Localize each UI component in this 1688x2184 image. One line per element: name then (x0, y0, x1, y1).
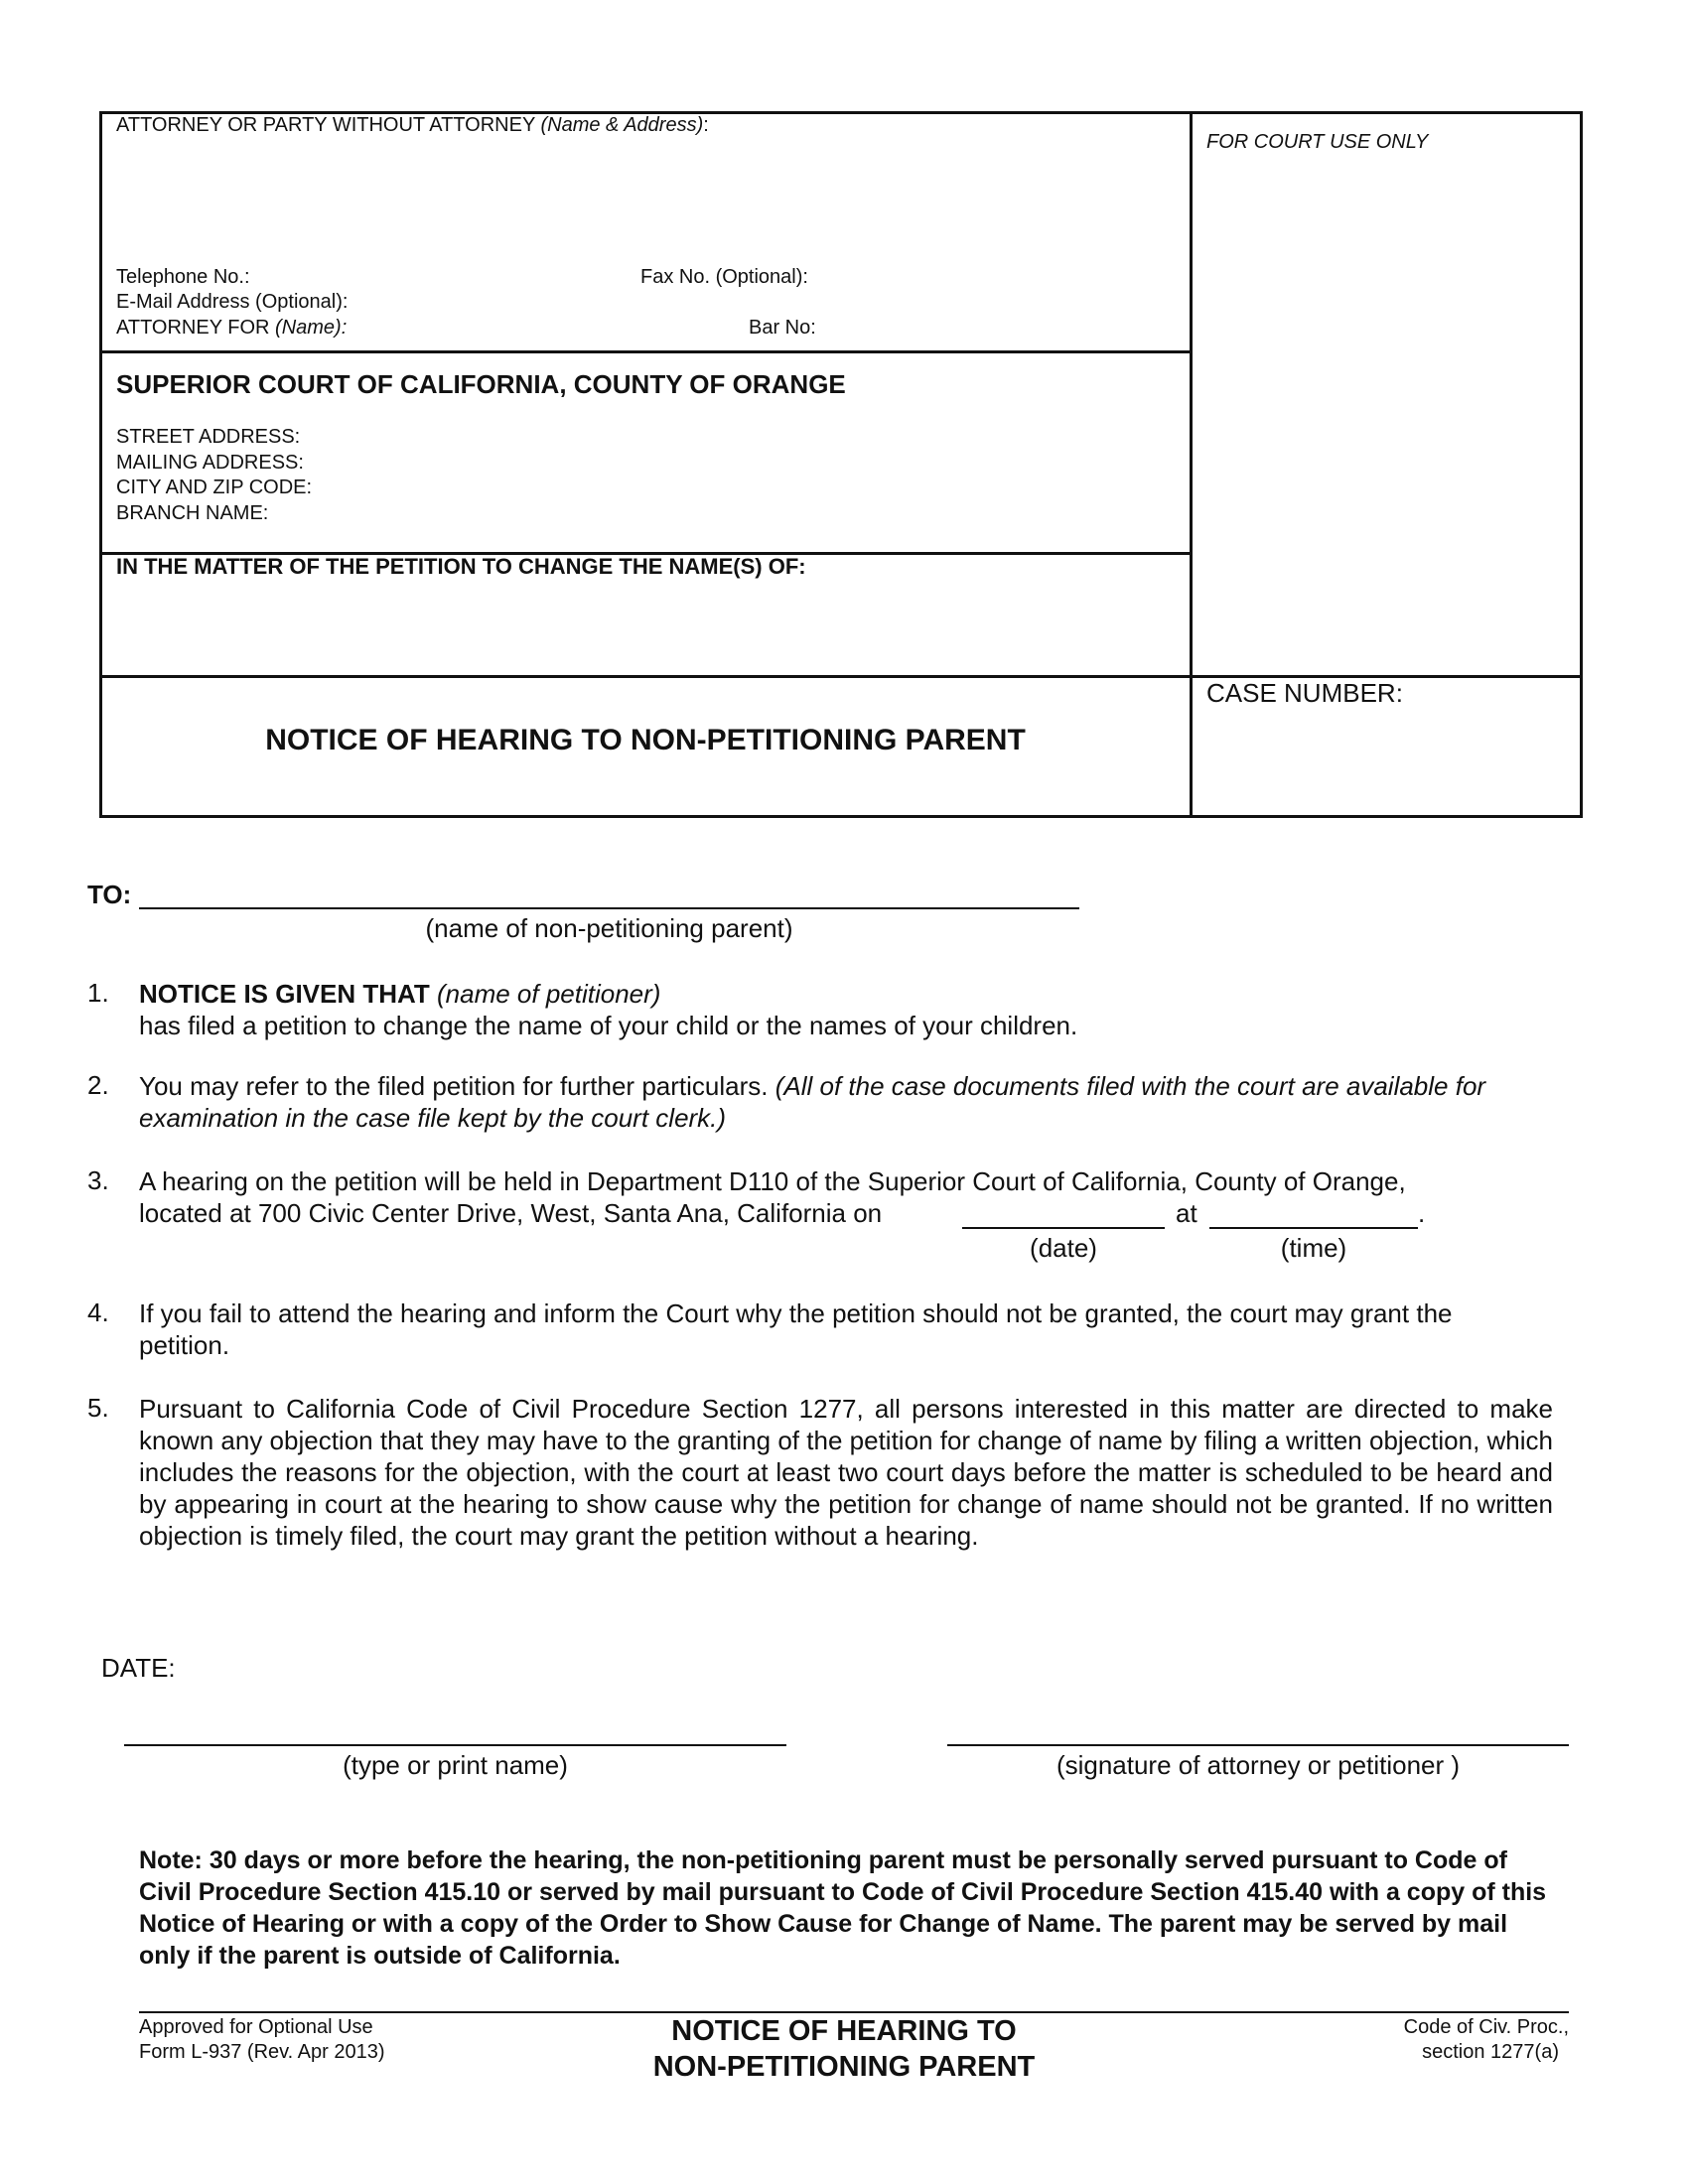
court-use-label: FOR COURT USE ONLY (1206, 131, 1429, 153)
item-4-number: 4. (87, 1297, 109, 1327)
footer-code-line1: Code of Civ. Proc., (1403, 2016, 1569, 2038)
footer-approved: Approved for Optional Use (139, 2016, 373, 2038)
fax-label: Fax No. (Optional): (640, 266, 808, 288)
item-3-line2: located at 700 Civic Center Drive, West, Santa Ana, California on (139, 1198, 883, 1228)
item-1-text (139, 978, 1549, 1041)
item-1-number: 1. (87, 978, 109, 1008)
item-5-text: Pursuant to California Code of Civil Procedure Section 1277, all persons interested in this matter are directed to make known any objection that they may have to the granting of the petition for change of name by filing a written objection, which includes the reasons for the objection, with the court at least two court days before the matter is scheduled to be heard and by appearing in court at the hearing to show cause why the petition for change of name should not be granted. If no written objection is timely filed, the court may grant the petition without a hearing. (139, 1394, 1553, 1551)
item-2-text (139, 1070, 1559, 1134)
print-name-caption: (type or print name) (343, 1750, 568, 1780)
item-3-at: at (1176, 1198, 1197, 1228)
bar-no-label: Bar No: (749, 317, 816, 339)
caption-divider-vertical (1190, 111, 1193, 818)
caption-divider-attorney (99, 350, 1192, 353)
item-2-number: 2. (87, 1070, 109, 1100)
case-number-label: CASE NUMBER: (1206, 678, 1403, 708)
item-4-text: If you fail to attend the hearing and inform the Court why the petition should not be granted, the court may grant the petition. (139, 1298, 1453, 1360)
attorney-label (116, 113, 709, 138)
attorney-label-italic: (Name & Address) (540, 114, 704, 136)
court-name: SUPERIOR COURT OF CALIFORNIA, COUNTY OF ORANGE (116, 369, 846, 399)
attorney-label-colon: : (703, 114, 709, 136)
branch-name-label: BRANCH NAME: (116, 502, 269, 524)
caption-box (99, 111, 1583, 818)
hearing-date-caption: (date) (1030, 1233, 1097, 1263)
attorney-label-text: ATTORNEY OR PARTY WITHOUT ATTORNEY (116, 114, 541, 136)
print-name-line (124, 1744, 786, 1746)
hearing-time-caption: (time) (1280, 1233, 1347, 1263)
item-1-line2: has filed a petition to change the name of your child or the names of your children. (139, 1011, 1078, 1040)
attorney-for-label (116, 316, 347, 341)
telephone-label: Telephone No.: (116, 266, 250, 288)
item-1-bold: NOTICE IS GIVEN THAT (139, 979, 430, 1009)
hearing-time-line (1209, 1227, 1418, 1229)
attorney-for-italic: (Name): (275, 317, 348, 339)
item-3-line1: A hearing on the petition will be held in Department D110 of the Superior Court of California, County of Orange, (139, 1166, 1406, 1196)
footer-title-line2: NON-PETITIONING PARENT (652, 2051, 1036, 2083)
form-title: NOTICE OF HEARING TO NON-PETITIONING PARENT (265, 724, 1026, 756)
item-3-period: . (1418, 1198, 1426, 1228)
signature-line (947, 1744, 1569, 1746)
matter-label: IN THE MATTER OF THE PETITION TO CHANGE THE NAME(S) OF: (116, 554, 806, 579)
to-name-caption: (name of non-petitioning parent) (425, 913, 793, 943)
footer-title-line1: NOTICE OF HEARING TO (671, 2015, 1017, 2047)
hearing-date-line (962, 1227, 1165, 1229)
item-5-number: 5. (87, 1393, 109, 1423)
item-2-italic: (All of the case documents filed with the court are available for examination in the case file kept by the court clerk.) (139, 1071, 1486, 1133)
street-address-label: STREET ADDRESS: (116, 426, 301, 448)
footer-rule (139, 2011, 1569, 2013)
city-zip-label: CITY AND ZIP CODE: (116, 477, 313, 498)
item-2-plain: You may refer to the filed petition for further particulars. (139, 1071, 775, 1101)
item-3-number: 3. (87, 1165, 109, 1195)
signature-caption: (signature of attorney or petitioner ) (1055, 1750, 1461, 1780)
email-label: E-Mail Address (Optional): (116, 291, 349, 313)
mailing-address-label: MAILING ADDRESS: (116, 452, 304, 474)
footer-form-number: Form L-937 (Rev. Apr 2013) (139, 2041, 385, 2063)
item-1-italic: (name of petitioner) (429, 979, 661, 1009)
to-label: TO: (87, 880, 132, 909)
footer-code-line2: section 1277(a) (1422, 2041, 1559, 2063)
to-name-line (139, 907, 1079, 909)
attorney-for-text: ATTORNEY FOR (116, 317, 276, 339)
service-note: Note: 30 days or more before the hearing, the non-petitioning parent must be personally served pursuant to Code of Civil Procedure Section 415.10 or served by mail pursuant to Code of Civil Procedure Section 415.40 with a copy of this Notice of Hearing or with a copy of the Order to Show Cause for Change of Name. The parent may be served by mail only if the parent is outside of California. (139, 1846, 1547, 1970)
date-label: DATE: (101, 1653, 176, 1683)
